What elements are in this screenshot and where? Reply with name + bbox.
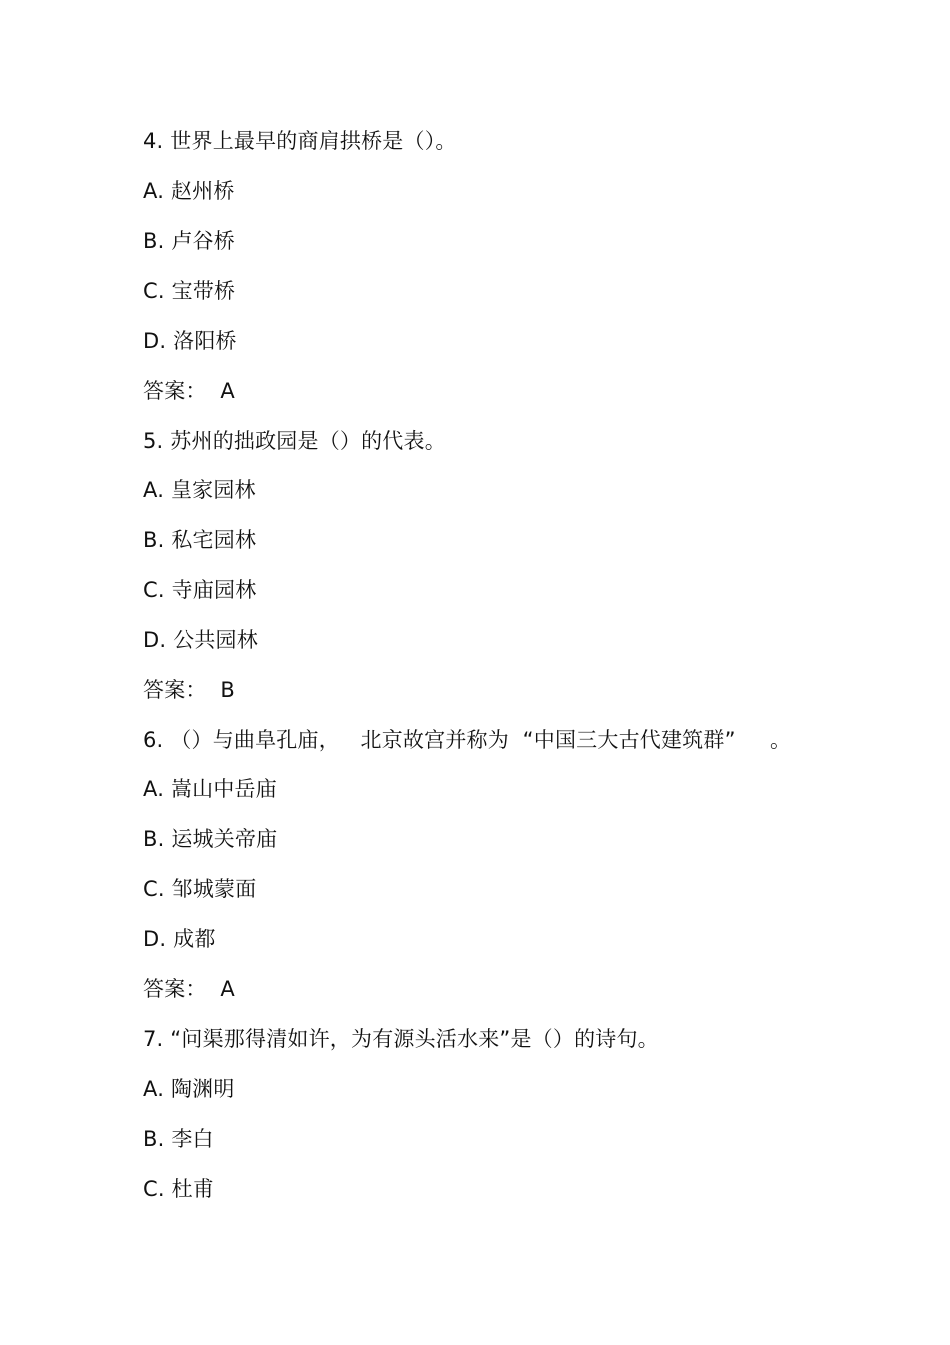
question-6-answer: 答案： A: [143, 977, 235, 1001]
question-6-option-d: D. 成都: [143, 927, 216, 951]
question-4-answer: 答案： A: [143, 379, 235, 403]
question-6-stem: 6. （）与曲阜孔庙， 北京故宫并称为 “中国三大古代建筑群” 。: [143, 728, 792, 752]
question-7-stem: 7. “问渠那得清如许，为有源头活水来”是（）的诗句。: [143, 1027, 659, 1051]
question-6-option-b: B. 运城关帝庙: [143, 827, 278, 851]
question-5-option-c: C. 寺庙园林: [143, 578, 257, 602]
question-5-option-b: B. 私宅园林: [143, 528, 257, 552]
question-4-option-c: C. 宝带桥: [143, 279, 236, 303]
question-5-option-a: A. 皇家园林: [143, 478, 256, 502]
question-4-option-a: A. 赵州桥: [143, 179, 235, 203]
question-5-option-d: D. 公共园林: [143, 628, 258, 652]
question-5-answer: 答案： B: [143, 678, 235, 702]
question-4-stem: 4. 世界上最早的商肩拱桥是（）。: [143, 129, 457, 153]
question-6-option-c: C. 邹城蒙面: [143, 877, 257, 901]
question-7-option-b: B. 李白: [143, 1127, 214, 1151]
question-7-option-a: A. 陶渊明: [143, 1077, 235, 1101]
question-5-stem: 5. 苏州的拙政园是（）的代表。: [143, 429, 446, 453]
question-6-option-a: A. 嵩山中岳庙: [143, 777, 277, 801]
question-7-option-c: C. 杜甫: [143, 1177, 215, 1201]
question-4-option-b: B. 卢谷桥: [143, 229, 235, 253]
question-4-option-d: D. 洛阳桥: [143, 329, 237, 353]
